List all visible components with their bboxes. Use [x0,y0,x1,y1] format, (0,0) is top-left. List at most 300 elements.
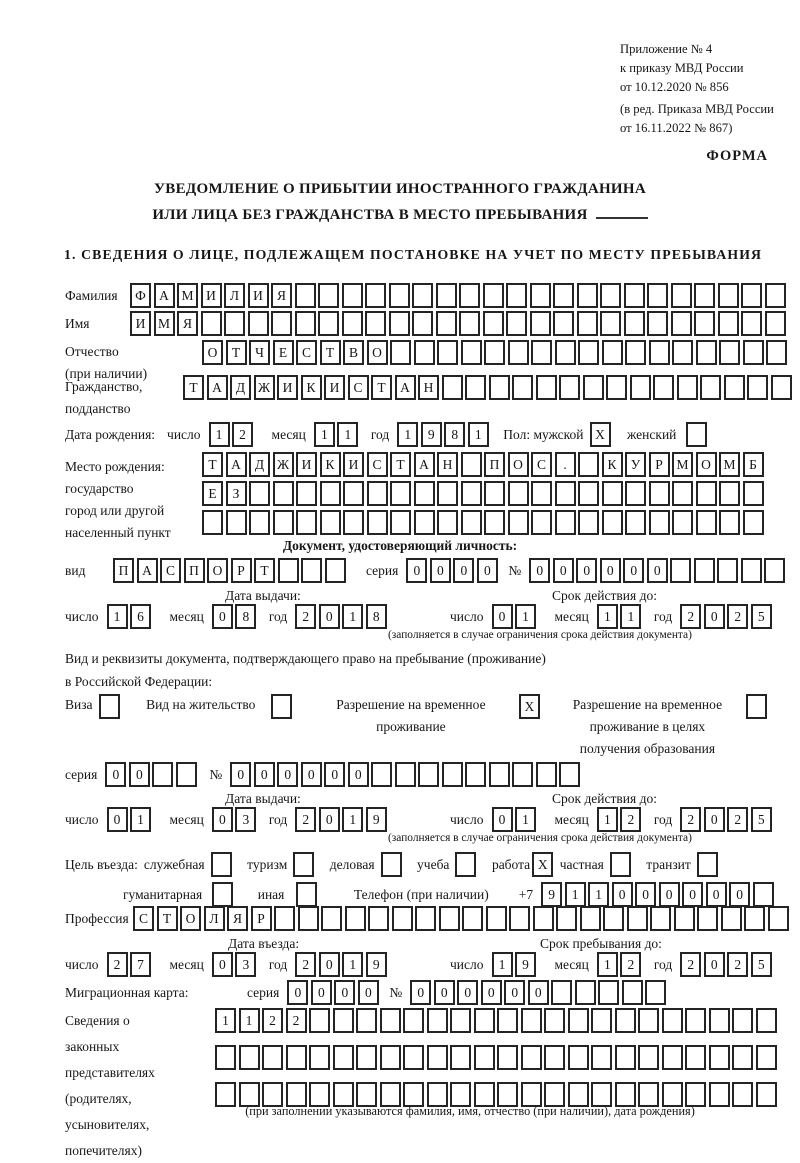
checkbox-cell[interactable] [211,852,232,877]
char-cell[interactable]: А [137,558,158,583]
char-cell[interactable] [333,1045,354,1070]
char-cell[interactable]: 0 [659,882,680,907]
char-cell[interactable] [152,762,173,787]
char-cell[interactable]: В [343,340,364,365]
char-cell[interactable] [696,510,717,535]
char-cell[interactable]: 9 [421,422,442,447]
char-cell[interactable] [439,906,460,931]
char-cell[interactable]: 0 [492,604,513,629]
char-cell[interactable] [630,375,651,400]
char-cell[interactable] [415,906,436,931]
char-cell[interactable]: О [367,340,388,365]
char-cell[interactable]: Р [251,906,272,931]
temp-residence-edu-checkbox[interactable] [746,694,770,719]
char-cell[interactable]: Е [273,340,294,365]
char-cell[interactable]: 1 [209,422,230,447]
char-cell[interactable] [321,906,342,931]
char-cell[interactable]: Я [227,906,248,931]
char-cell[interactable]: 0 [129,762,150,787]
char-cell[interactable] [602,481,623,506]
char-cell[interactable]: 0 [492,807,513,832]
char-cell[interactable] [465,762,486,787]
char-cell[interactable] [442,762,463,787]
char-cell[interactable]: 2 [295,604,316,629]
char-cell[interactable] [718,283,739,308]
checkbox-cell[interactable] [212,882,233,907]
char-cell[interactable] [653,375,674,400]
char-cell[interactable] [474,1045,495,1070]
char-cell[interactable]: 2 [107,952,128,977]
checkbox-cell[interactable] [271,694,292,719]
char-cell[interactable] [450,1008,471,1033]
char-cell[interactable]: 1 [597,807,618,832]
char-cell[interactable] [718,311,739,336]
char-cell[interactable]: М [672,452,693,477]
checkbox-cell[interactable] [746,694,767,719]
char-cell[interactable] [274,906,295,931]
purpose-business-checkbox[interactable] [381,852,405,877]
char-cell[interactable] [625,510,646,535]
char-cell[interactable] [627,906,648,931]
char-cell[interactable] [685,1008,706,1033]
char-cell[interactable]: 0 [623,558,644,583]
char-cell[interactable]: Н [418,375,439,400]
char-cell[interactable] [461,510,482,535]
char-cell[interactable] [365,283,386,308]
char-cell[interactable]: 2 [727,604,748,629]
char-cell[interactable] [390,510,411,535]
char-cell[interactable] [732,1008,753,1033]
purpose-official-checkbox[interactable] [211,852,235,877]
visa-checkbox[interactable] [99,694,123,719]
checkbox-cell[interactable] [99,694,120,719]
char-cell[interactable]: 0 [358,980,379,1005]
char-cell[interactable] [625,340,646,365]
char-cell[interactable]: 0 [434,980,455,1005]
char-cell[interactable]: 0 [635,882,656,907]
char-cell[interactable]: П [484,452,505,477]
char-cell[interactable] [395,762,416,787]
char-cell[interactable]: 3 [235,807,256,832]
char-cell[interactable] [624,311,645,336]
char-cell[interactable] [591,1008,612,1033]
char-cell[interactable] [224,311,245,336]
char-cell[interactable]: Т [202,452,223,477]
checkbox-cell[interactable] [381,852,402,877]
char-cell[interactable] [578,481,599,506]
char-cell[interactable]: М [177,283,198,308]
char-cell[interactable]: К [320,452,341,477]
char-cell[interactable]: 2 [620,952,641,977]
char-cell[interactable]: 0 [301,762,322,787]
char-cell[interactable]: 9 [515,952,536,977]
char-cell[interactable]: 0 [334,980,355,1005]
char-cell[interactable] [747,375,768,400]
char-cell[interactable] [598,980,619,1005]
char-cell[interactable] [412,311,433,336]
char-cell[interactable] [367,481,388,506]
char-cell[interactable] [672,340,693,365]
checkbox-cell[interactable] [293,852,314,877]
char-cell[interactable]: А [395,375,416,400]
char-cell[interactable]: С [348,375,369,400]
char-cell[interactable] [536,762,557,787]
checkbox-cell[interactable] [296,882,317,907]
purpose-other-checkbox[interactable] [296,882,320,907]
purpose-study-checkbox[interactable] [455,852,479,877]
char-cell[interactable]: 0 [277,762,298,787]
char-cell[interactable]: Т [226,340,247,365]
char-cell[interactable]: 0 [529,558,550,583]
char-cell[interactable] [662,1045,683,1070]
char-cell[interactable]: 2 [727,807,748,832]
char-cell[interactable] [700,375,721,400]
char-cell[interactable] [295,311,316,336]
char-cell[interactable] [508,481,529,506]
char-cell[interactable] [671,311,692,336]
char-cell[interactable]: . [555,452,576,477]
char-cell[interactable]: 2 [620,807,641,832]
char-cell[interactable] [694,311,715,336]
char-cell[interactable] [465,375,486,400]
char-cell[interactable]: 0 [706,882,727,907]
char-cell[interactable]: Ж [254,375,275,400]
char-cell[interactable]: Д [249,452,270,477]
char-cell[interactable]: 7 [130,952,151,977]
char-cell[interactable] [489,375,510,400]
char-cell[interactable]: Е [202,481,223,506]
purpose-transit-checkbox[interactable] [697,852,721,877]
char-cell[interactable] [506,311,527,336]
char-cell[interactable] [603,906,624,931]
char-cell[interactable] [672,481,693,506]
char-cell[interactable] [436,311,457,336]
char-cell[interactable] [262,1045,283,1070]
char-cell[interactable]: 3 [235,952,256,977]
char-cell[interactable]: С [531,452,552,477]
char-cell[interactable] [568,1008,589,1033]
char-cell[interactable]: 1 [239,1008,260,1033]
char-cell[interactable] [553,283,574,308]
char-cell[interactable] [389,311,410,336]
char-cell[interactable] [343,481,364,506]
char-cell[interactable]: О [508,452,529,477]
char-cell[interactable] [638,1045,659,1070]
char-cell[interactable] [390,481,411,506]
char-cell[interactable]: 9 [366,952,387,977]
char-cell[interactable] [615,1045,636,1070]
char-cell[interactable]: 0 [504,980,525,1005]
char-cell[interactable] [368,906,389,931]
char-cell[interactable] [600,283,621,308]
char-cell[interactable]: Т [254,558,275,583]
checkbox-cell[interactable]: X [590,422,611,447]
char-cell[interactable]: 1 [588,882,609,907]
checkbox-cell[interactable] [697,852,718,877]
char-cell[interactable] [390,340,411,365]
char-cell[interactable] [677,375,698,400]
char-cell[interactable]: К [602,452,623,477]
char-cell[interactable] [553,311,574,336]
char-cell[interactable] [367,510,388,535]
char-cell[interactable] [461,340,482,365]
purpose-tourism-checkbox[interactable] [293,852,317,877]
char-cell[interactable] [437,340,458,365]
char-cell[interactable]: 1 [620,604,641,629]
char-cell[interactable] [318,311,339,336]
char-cell[interactable]: 2 [295,807,316,832]
char-cell[interactable]: З [226,481,247,506]
char-cell[interactable]: А [226,452,247,477]
char-cell[interactable]: О [202,340,223,365]
char-cell[interactable] [508,510,529,535]
char-cell[interactable] [741,283,762,308]
char-cell[interactable] [622,980,643,1005]
char-cell[interactable] [489,762,510,787]
char-cell[interactable] [271,311,292,336]
char-cell[interactable]: 1 [565,882,586,907]
char-cell[interactable] [296,510,317,535]
char-cell[interactable] [249,510,270,535]
char-cell[interactable]: 0 [576,558,597,583]
char-cell[interactable] [333,1008,354,1033]
char-cell[interactable]: М [154,311,175,336]
char-cell[interactable]: А [207,375,228,400]
char-cell[interactable]: 1 [337,422,358,447]
char-cell[interactable] [508,340,529,365]
char-cell[interactable]: 0 [324,762,345,787]
char-cell[interactable] [743,481,764,506]
char-cell[interactable] [239,1045,260,1070]
char-cell[interactable] [371,762,392,787]
char-cell[interactable] [533,906,554,931]
char-cell[interactable]: 1 [397,422,418,447]
char-cell[interactable] [625,481,646,506]
char-cell[interactable] [741,311,762,336]
char-cell[interactable] [662,1008,683,1033]
char-cell[interactable]: Д [230,375,251,400]
char-cell[interactable]: 1 [130,807,151,832]
char-cell[interactable]: 1 [342,952,363,977]
char-cell[interactable]: Л [224,283,245,308]
char-cell[interactable] [624,283,645,308]
char-cell[interactable] [765,311,786,336]
char-cell[interactable]: 0 [319,807,340,832]
purpose-humanitarian-checkbox[interactable] [212,882,236,907]
char-cell[interactable] [764,558,785,583]
char-cell[interactable] [555,510,576,535]
char-cell[interactable]: П [184,558,205,583]
char-cell[interactable] [615,1008,636,1033]
sex-male-checkbox[interactable] [590,422,614,447]
char-cell[interactable]: 0 [704,604,725,629]
checkbox-cell[interactable] [610,852,631,877]
char-cell[interactable] [732,1045,753,1070]
char-cell[interactable] [392,906,413,931]
residence-permit-checkbox[interactable] [271,694,295,719]
char-cell[interactable] [753,882,774,907]
char-cell[interactable] [671,283,692,308]
char-cell[interactable]: И [201,283,222,308]
char-cell[interactable] [249,481,270,506]
char-cell[interactable]: 2 [286,1008,307,1033]
char-cell[interactable] [484,510,505,535]
char-cell[interactable] [600,311,621,336]
char-cell[interactable]: 6 [130,604,151,629]
char-cell[interactable] [771,375,792,400]
char-cell[interactable]: Ч [249,340,270,365]
checkbox-cell[interactable] [686,422,707,447]
char-cell[interactable] [743,340,764,365]
char-cell[interactable] [380,1008,401,1033]
char-cell[interactable] [578,452,599,477]
char-cell[interactable] [647,283,668,308]
char-cell[interactable]: Л [204,906,225,931]
char-cell[interactable] [325,558,346,583]
char-cell[interactable]: И [248,283,269,308]
char-cell[interactable]: С [367,452,388,477]
char-cell[interactable] [544,1008,565,1033]
char-cell[interactable]: С [296,340,317,365]
char-cell[interactable] [509,906,530,931]
char-cell[interactable] [536,375,557,400]
char-cell[interactable] [202,510,223,535]
char-cell[interactable]: 1 [107,604,128,629]
char-cell[interactable]: 9 [541,882,562,907]
char-cell[interactable] [575,980,596,1005]
char-cell[interactable]: 8 [444,422,465,447]
char-cell[interactable]: 8 [235,604,256,629]
char-cell[interactable] [602,340,623,365]
char-cell[interactable] [556,906,577,931]
char-cell[interactable] [531,340,552,365]
char-cell[interactable] [638,1008,659,1033]
char-cell[interactable] [578,340,599,365]
char-cell[interactable] [551,980,572,1005]
char-cell[interactable] [709,1008,730,1033]
char-cell[interactable]: 0 [682,882,703,907]
char-cell[interactable]: Р [649,452,670,477]
char-cell[interactable]: Ж [273,452,294,477]
char-cell[interactable] [318,283,339,308]
char-cell[interactable] [650,906,671,931]
char-cell[interactable] [719,481,740,506]
char-cell[interactable]: 0 [287,980,308,1005]
char-cell[interactable]: 2 [680,807,701,832]
char-cell[interactable]: И [343,452,364,477]
char-cell[interactable] [403,1045,424,1070]
char-cell[interactable] [226,510,247,535]
char-cell[interactable] [248,311,269,336]
char-cell[interactable] [577,311,598,336]
char-cell[interactable] [497,1008,518,1033]
char-cell[interactable] [345,906,366,931]
char-cell[interactable] [741,558,762,583]
char-cell[interactable]: 0 [453,558,474,583]
char-cell[interactable] [343,510,364,535]
char-cell[interactable]: 1 [468,422,489,447]
char-cell[interactable] [521,1045,542,1070]
char-cell[interactable] [674,906,695,931]
char-cell[interactable]: 1 [515,604,536,629]
char-cell[interactable]: 2 [727,952,748,977]
char-cell[interactable] [389,283,410,308]
char-cell[interactable] [412,283,433,308]
char-cell[interactable] [506,283,527,308]
char-cell[interactable]: И [277,375,298,400]
checkbox-cell[interactable]: X [532,852,553,877]
char-cell[interactable] [215,1045,236,1070]
char-cell[interactable] [717,558,738,583]
char-cell[interactable]: Т [157,906,178,931]
char-cell[interactable] [484,340,505,365]
char-cell[interactable] [278,558,299,583]
char-cell[interactable]: 8 [366,604,387,629]
char-cell[interactable] [418,762,439,787]
char-cell[interactable] [320,510,341,535]
char-cell[interactable] [555,481,576,506]
char-cell[interactable]: И [296,452,317,477]
char-cell[interactable] [765,283,786,308]
char-cell[interactable]: А [154,283,175,308]
char-cell[interactable] [427,1008,448,1033]
char-cell[interactable] [694,283,715,308]
char-cell[interactable] [577,283,598,308]
char-cell[interactable] [459,311,480,336]
char-cell[interactable] [694,558,715,583]
char-cell[interactable] [649,481,670,506]
char-cell[interactable]: 2 [680,604,701,629]
char-cell[interactable] [450,1045,471,1070]
char-cell[interactable] [342,311,363,336]
char-cell[interactable]: 2 [232,422,253,447]
char-cell[interactable]: 0 [647,558,668,583]
char-cell[interactable]: Я [177,311,198,336]
char-cell[interactable]: 5 [751,952,772,977]
char-cell[interactable] [719,510,740,535]
char-cell[interactable]: Т [320,340,341,365]
char-cell[interactable]: 0 [704,807,725,832]
char-cell[interactable]: 0 [406,558,427,583]
char-cell[interactable]: 0 [410,980,431,1005]
char-cell[interactable] [462,906,483,931]
char-cell[interactable] [273,481,294,506]
char-cell[interactable]: 0 [430,558,451,583]
char-cell[interactable] [176,762,197,787]
char-cell[interactable] [301,558,322,583]
char-cell[interactable] [286,1045,307,1070]
char-cell[interactable]: 0 [319,952,340,977]
char-cell[interactable]: 1 [515,807,536,832]
char-cell[interactable] [696,481,717,506]
purpose-private-checkbox[interactable] [610,852,634,877]
char-cell[interactable] [342,283,363,308]
char-cell[interactable]: 0 [105,762,126,787]
char-cell[interactable] [559,762,580,787]
char-cell[interactable]: 9 [366,807,387,832]
checkbox-cell[interactable] [455,852,476,877]
char-cell[interactable] [685,1045,706,1070]
char-cell[interactable]: 1 [597,952,618,977]
char-cell[interactable] [744,906,765,931]
char-cell[interactable]: М [719,452,740,477]
char-cell[interactable] [474,1008,495,1033]
char-cell[interactable]: 0 [600,558,621,583]
char-cell[interactable]: 0 [212,604,233,629]
char-cell[interactable] [766,340,787,365]
char-cell[interactable] [461,452,482,477]
char-cell[interactable]: Т [371,375,392,400]
